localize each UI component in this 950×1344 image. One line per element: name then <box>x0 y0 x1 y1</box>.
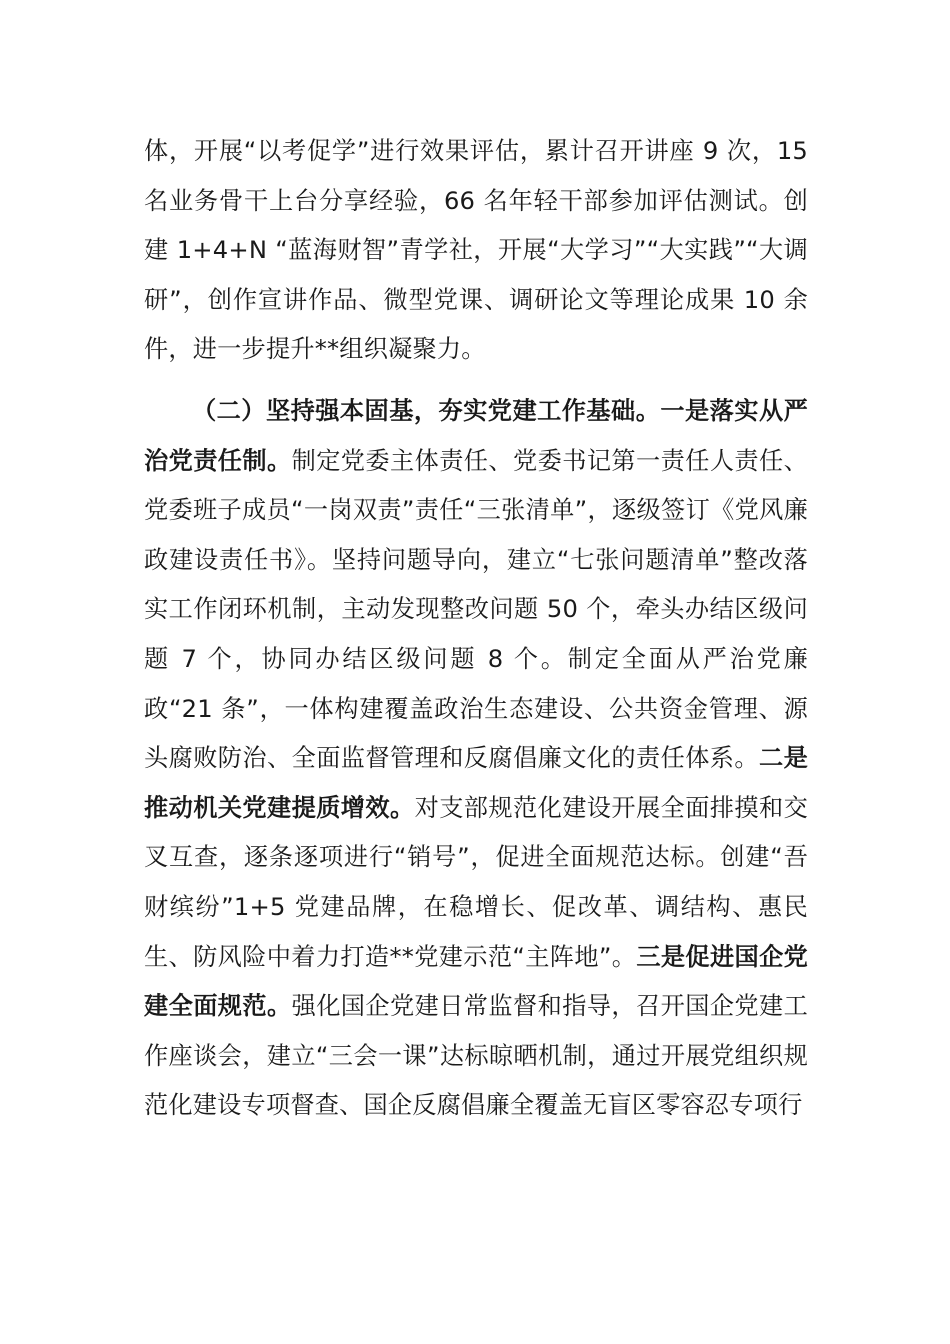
point-three-body: 强化国企党建日常监督和指导，召开国企党建工作座谈会，建立“三会一课”达标晾晒机制，通过开展党组织规范化建设专项督查、国企反腐倡廉全覆盖无盲区零容忍专项行 <box>144 992 809 1120</box>
point-two-body: 对支部规范化建设开展全面排摸和交叉互查，逐条逐项进行“销号”，促进全面规范达标。创建“吾财缤纷”1+5 党建品牌，在稳增长、促改革、调结构、惠民生、防风险中着力打造**党建示范“主阵地”。 <box>144 793 809 971</box>
section-two-paragraph <box>144 387 808 1131</box>
paragraph-continuation <box>144 127 808 375</box>
point-one-title: 一是落实从严治党责任制。 <box>144 397 808 475</box>
section-heading: （二）坚持强本固基，夯实党建工作基础。 <box>192 397 661 425</box>
point-three-title: 三是促进国企党建全面规范。 <box>144 942 809 1021</box>
paragraph-1-text: 体，开展“以考促学”进行效果评估，累计召开讲座 9 次，15 名业务骨干上台分享经验，66 名年轻干部参加评估测试。创建 1+4+N “蓝海财智”青学社，开展“大学习”“大实践”“大调研”，创作宣讲作品、微型党课、调研论文等理论成果 10 余件，进一步提升**组织凝聚力。 <box>144 137 808 364</box>
section-paragraph <box>144 387 808 1131</box>
point-one-body: 制定党委主体责任、党委书记第一责任人责任、党委班子成员“一岗双责”责任“三张清单”，逐级签订《党风廉政建设责任书》。坚持问题导向，建立“七张问题清单”整改落实工作闭环机制，主动发现整改问题 50 个，牵头办结区级问题 7 个，协同办结区级问题 8 个。制定全面从严治党廉政“21 条”，一体构建覆盖政治生态建设、公共资金管理、源头腐败防治、全面监督管理和反腐倡廉文化的责任体系。 <box>144 446 809 773</box>
point-two-title: 二是推动机关党建提质增效。 <box>144 744 808 822</box>
